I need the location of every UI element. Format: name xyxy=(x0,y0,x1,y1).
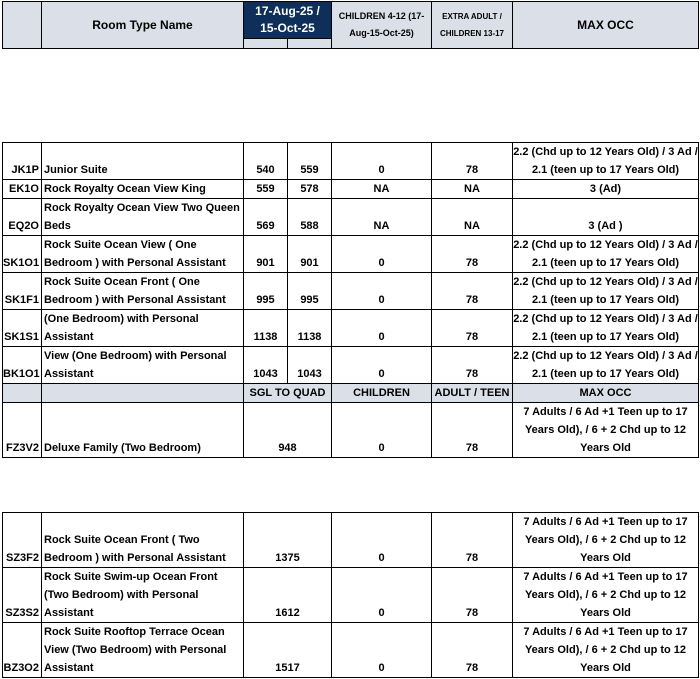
suite2-price: 1517 xyxy=(243,622,332,678)
suite2-name: Rock Suite Ocean Front ( Two Bedroom ) with Personal Assistant xyxy=(41,512,244,568)
room-code: JK1P xyxy=(2,142,42,180)
suite2-children: 0 xyxy=(331,512,432,568)
room-max-occ: 3 (Ad) xyxy=(512,179,699,199)
room-name: Rock Royalty Ocean View King xyxy=(41,179,244,199)
room-name: Rock Royalty Ocean View Two Queen Beds xyxy=(41,198,244,236)
room-code: EK1O xyxy=(2,179,42,199)
room-price-2: 559 xyxy=(287,142,332,180)
room-price-2: 1138 xyxy=(287,309,332,347)
room-price-2: 1043 xyxy=(287,346,332,384)
room-name: Junior Suite xyxy=(41,142,244,180)
room-children: NA xyxy=(331,179,432,199)
suite2-code: SZ3F2 xyxy=(2,512,42,568)
room-price-1: 569 xyxy=(243,198,288,236)
room-price-2: 995 xyxy=(287,272,332,310)
header2-max-occ: MAX OCC xyxy=(512,383,699,403)
header-room-type-name: Room Type Name xyxy=(41,1,244,49)
room-extra: 78 xyxy=(431,309,513,347)
room-code: SK1F1 xyxy=(2,272,42,310)
room-price-2: 901 xyxy=(287,235,332,273)
header-children: CHILDREN 4-12 (17-Aug-15-Oct-25) xyxy=(331,1,432,49)
room-max-occ: 2.2 (Chd up to 12 Years Old) / 3 Ad / 2.1 (teen up to 17 Years Old) xyxy=(512,346,699,384)
room-children: 0 xyxy=(331,309,432,347)
room-max-occ: 3 (Ad ) xyxy=(512,198,699,236)
suite2-price: 1375 xyxy=(243,512,332,568)
suite2-max-occ: 7 Adults / 6 Ad +1 Teen up to 17 Years Old), / 6 + 2 Chd up to 12 Years Old xyxy=(512,512,699,568)
suite2-extra: 78 xyxy=(431,622,513,678)
header-date-sub-1 xyxy=(243,38,288,49)
room-children: NA xyxy=(331,198,432,236)
header-code-cell xyxy=(2,1,42,49)
header-extra-adult: EXTRA ADULT / CHILDREN 13-17 xyxy=(431,1,513,49)
room-max-occ: 2.2 (Chd up to 12 Years Old) / 3 Ad / 2.1 (teen up to 17 Years Old) xyxy=(512,235,699,273)
room-code: SK1O1 xyxy=(2,235,42,273)
suite2-name: Rock Suite Rooftop Terrace Ocean View (Two Bedroom) with Personal Assistant xyxy=(41,622,244,678)
room-extra: NA xyxy=(431,179,513,199)
suite2-children: 0 xyxy=(331,622,432,678)
room-price-1: 901 xyxy=(243,235,288,273)
header2-children: CHILDREN xyxy=(331,383,432,403)
room-price-2: 588 xyxy=(287,198,332,236)
suite2-code: SZ3S2 xyxy=(2,567,42,623)
suite2-code: BZ3O2 xyxy=(2,622,42,678)
header2-code-cell xyxy=(2,383,42,403)
header-max-occ: MAX OCC xyxy=(512,1,699,49)
room-children: 0 xyxy=(331,272,432,310)
suite2-extra: 78 xyxy=(431,512,513,568)
room-children: 0 xyxy=(331,142,432,180)
header2-sgl-to-quad: SGL TO QUAD xyxy=(243,383,332,403)
room-extra: NA xyxy=(431,198,513,236)
header-date-range xyxy=(243,1,332,39)
room-price-1: 540 xyxy=(243,142,288,180)
room-price-1: 1138 xyxy=(243,309,288,347)
room-children: 0 xyxy=(331,346,432,384)
suite2-name: Rock Suite Swim-up Ocean Front (Two Bedroom) with Personal Assistant xyxy=(41,567,244,623)
room-code: BK1O1 xyxy=(2,346,42,384)
room-children: 0 xyxy=(331,235,432,273)
room-price-1: 995 xyxy=(243,272,288,310)
room-name: (One Bedroom) with Personal Assistant xyxy=(41,309,244,347)
suite2-price: 1612 xyxy=(243,567,332,623)
header-date-line2: 15-Oct-25 xyxy=(260,21,315,35)
room-name: View (One Bedroom) with Personal Assistant xyxy=(41,346,244,384)
room-max-occ: 2.2 (Chd up to 12 Years Old) / 3 Ad / 2.1 (teen up to 17 Years Old) xyxy=(512,309,699,347)
room-extra: 78 xyxy=(431,142,513,180)
family-extra: 78 xyxy=(431,402,513,458)
room-price-2: 578 xyxy=(287,179,332,199)
room-name: Rock Suite Ocean Front ( One Bedroom ) with Personal Assistant xyxy=(41,272,244,310)
family-children: 0 xyxy=(331,402,432,458)
suite2-max-occ: 7 Adults / 6 Ad +1 Teen up to 17 Years Old), / 6 + 2 Chd up to 12 Years Old xyxy=(512,622,699,678)
header-date-line1: 17-Aug-25 / xyxy=(255,4,320,18)
room-price-1: 1043 xyxy=(243,346,288,384)
room-max-occ: 2.2 (Chd up to 12 Years Old) / 3 Ad / 2.1 (teen up to 17 Years Old) xyxy=(512,142,699,180)
room-name: Rock Suite Ocean View ( One Bedroom ) with Personal Assistant xyxy=(41,235,244,273)
suite2-extra: 78 xyxy=(431,567,513,623)
room-extra: 78 xyxy=(431,346,513,384)
family-code: FZ3V2 xyxy=(2,402,42,458)
room-code: EQ2O xyxy=(2,198,42,236)
header-date-sub-2 xyxy=(287,38,332,49)
suite2-max-occ: 7 Adults / 6 Ad +1 Teen up to 17 Years Old), / 6 + 2 Chd up to 12 Years Old xyxy=(512,567,699,623)
room-extra: 78 xyxy=(431,235,513,273)
room-code: SK1S1 xyxy=(2,309,42,347)
room-price-1: 559 xyxy=(243,179,288,199)
header2-adult-teen: ADULT / TEEN xyxy=(431,383,513,403)
room-max-occ: 2.2 (Chd up to 12 Years Old) / 3 Ad / 2.1 (teen up to 17 Years Old) xyxy=(512,272,699,310)
suite2-children: 0 xyxy=(331,567,432,623)
family-price: 948 xyxy=(243,402,332,458)
family-max-occ: 7 Adults / 6 Ad +1 Teen up to 17 Years Old), / 6 + 2 Chd up to 12 Years Old xyxy=(512,402,699,458)
family-name: Deluxe Family (Two Bedroom) xyxy=(41,402,244,458)
header2-name-cell xyxy=(41,383,244,403)
room-extra: 78 xyxy=(431,272,513,310)
